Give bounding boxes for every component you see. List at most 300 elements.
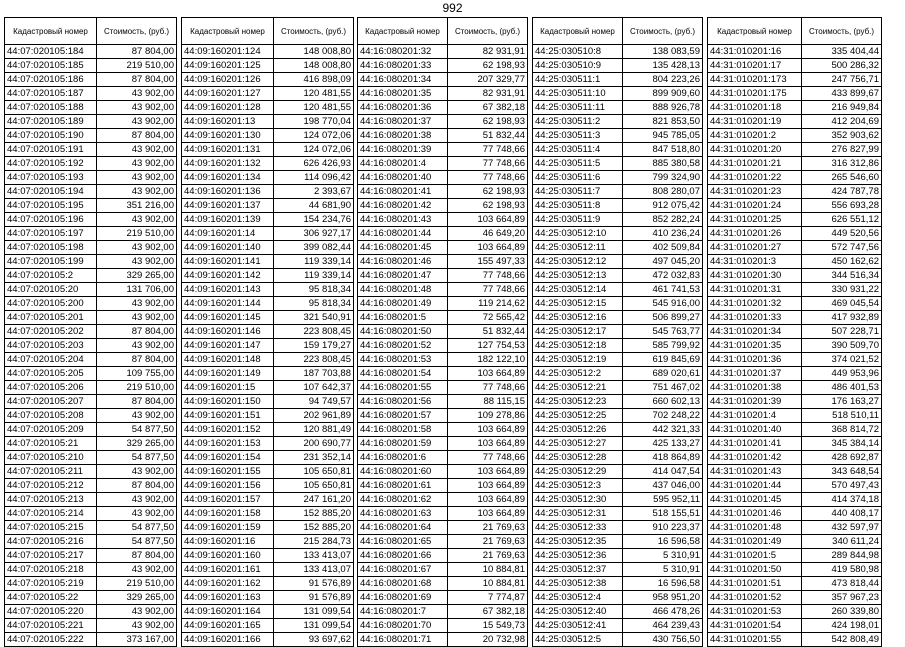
cadastral-number-cell: 44:25:030512:27 (533, 437, 623, 451)
cadastral-number-cell: 44:09:160201:136 (182, 185, 274, 199)
table-row (708, 101, 882, 115)
cadastral-number-cell: 44:31:010201:33 (708, 311, 802, 325)
table-row (5, 171, 177, 185)
cost-cell: 500 286,32 (802, 59, 882, 73)
table-row (5, 493, 177, 507)
table-row (533, 59, 703, 73)
cost-cell: 148 008,80 (274, 59, 354, 73)
cost-cell: 215 284,73 (274, 535, 354, 549)
cost-table-2 (181, 17, 354, 647)
cost-cell: 464 239,43 (623, 619, 703, 633)
cadastral-number-cell: 44:25:030512:17 (533, 325, 623, 339)
table-row (708, 325, 882, 339)
table-row (182, 269, 354, 283)
cadastral-number-cell: 44:31:010201:41 (708, 437, 802, 451)
table-row (533, 577, 703, 591)
table-row (5, 241, 177, 255)
cadastral-number-cell: 44:25:030512:29 (533, 465, 623, 479)
table-row (5, 115, 177, 129)
cost-cell: 87 804,00 (97, 129, 177, 143)
cost-cell: 518 155,51 (623, 507, 703, 521)
cadastral-number-cell: 44:16:080201:52 (358, 339, 448, 353)
table-row (5, 479, 177, 493)
cost-cell: 103 664,89 (448, 493, 528, 507)
cadastral-number-cell: 44:09:160201:125 (182, 59, 274, 73)
cost-cell: 433 899,67 (802, 87, 882, 101)
table-row (708, 115, 882, 129)
table-row (358, 367, 528, 381)
cadastral-number-cell: 44:07:020105:192 (5, 157, 97, 171)
table-row (182, 227, 354, 241)
table-row (533, 101, 703, 115)
table-row (358, 591, 528, 605)
cost-cell: 847 518,80 (623, 143, 703, 157)
cadastral-number-cell: 44:16:080201:4 (358, 157, 448, 171)
cost-cell: 87 804,00 (97, 395, 177, 409)
cadastral-number-cell: 44:09:160201:146 (182, 325, 274, 339)
table-row (708, 227, 882, 241)
cost-cell: 289 844,98 (802, 549, 882, 563)
table-row (533, 591, 703, 605)
table-row (358, 563, 528, 577)
cost-cell: 87 804,00 (97, 73, 177, 87)
cadastral-number-cell: 44:07:020105:185 (5, 59, 97, 73)
cost-cell: 43 902,00 (97, 465, 177, 479)
table-row (533, 213, 703, 227)
header-cost: Стоимость, (руб.) (448, 18, 528, 45)
table-row (358, 87, 528, 101)
cost-cell: 2 393,67 (274, 185, 354, 199)
cadastral-number-cell: 44:25:030512:14 (533, 283, 623, 297)
cost-cell: 689 020,61 (623, 367, 703, 381)
cadastral-number-cell: 44:25:030510:8 (533, 45, 623, 59)
cadastral-number-cell: 44:16:080201:50 (358, 325, 448, 339)
cadastral-number-cell: 44:07:020105:211 (5, 465, 97, 479)
table-row (708, 311, 882, 325)
cost-cell: 424 787,78 (802, 185, 882, 199)
table-row (5, 353, 177, 367)
cost-cell: 87 804,00 (97, 325, 177, 339)
table-row (358, 241, 528, 255)
table-row (708, 199, 882, 213)
table-row (533, 115, 703, 129)
table-row (182, 87, 354, 101)
cadastral-number-cell: 44:31:010201:35 (708, 339, 802, 353)
cadastral-number-cell: 44:16:080201:53 (358, 353, 448, 367)
cadastral-number-cell: 44:16:080201:41 (358, 185, 448, 199)
cost-cell: 247 161,20 (274, 493, 354, 507)
table-row (5, 325, 177, 339)
cost-cell: 486 401,53 (802, 381, 882, 395)
table-row (708, 59, 882, 73)
cadastral-number-cell: 44:16:080201:33 (358, 59, 448, 73)
table-row (358, 381, 528, 395)
cadastral-number-cell: 44:25:030511:7 (533, 185, 623, 199)
cost-cell: 120 481,55 (274, 101, 354, 115)
cost-cell: 43 902,00 (97, 157, 177, 171)
cadastral-number-cell: 44:07:020105:197 (5, 227, 97, 241)
cadastral-number-cell: 44:31:010201:20 (708, 143, 802, 157)
cadastral-number-cell: 44:07:020105:20 (5, 283, 97, 297)
table-row (182, 101, 354, 115)
cost-cell: 103 664,89 (448, 213, 528, 227)
cadastral-number-cell: 44:09:160201:140 (182, 241, 274, 255)
table-row (708, 451, 882, 465)
cadastral-number-cell: 44:09:160201:139 (182, 213, 274, 227)
cadastral-number-cell: 44:16:080201:61 (358, 479, 448, 493)
cadastral-number-cell: 44:07:020105:213 (5, 493, 97, 507)
cadastral-number-cell: 44:31:010201:39 (708, 395, 802, 409)
cost-cell: 54 877,50 (97, 535, 177, 549)
cadastral-number-cell: 44:31:010201:43 (708, 465, 802, 479)
table-row (5, 213, 177, 227)
cost-cell: 54 877,50 (97, 451, 177, 465)
cadastral-number-cell: 44:31:010201:26 (708, 227, 802, 241)
cost-cell: 103 664,89 (448, 465, 528, 479)
table-row (708, 605, 882, 619)
cost-cell: 43 902,00 (97, 507, 177, 521)
cadastral-number-cell: 44:09:160201:126 (182, 73, 274, 87)
cost-cell: 133 413,07 (274, 549, 354, 563)
cadastral-number-cell: 44:16:080201:6 (358, 451, 448, 465)
cost-cell: 414 374,18 (802, 493, 882, 507)
cost-cell: 660 602,13 (623, 395, 703, 409)
cadastral-number-cell: 44:25:030512:37 (533, 563, 623, 577)
table-row (708, 465, 882, 479)
cost-cell: 329 265,00 (97, 437, 177, 451)
cadastral-number-cell: 44:07:020105:189 (5, 115, 97, 129)
cost-cell: 109 278,86 (448, 409, 528, 423)
cost-cell: 265 546,60 (802, 171, 882, 185)
cost-cell: 223 808,45 (274, 325, 354, 339)
table-row (708, 381, 882, 395)
table-row (5, 59, 177, 73)
cost-cell: 87 804,00 (97, 45, 177, 59)
cost-cell: 103 664,89 (448, 437, 528, 451)
cadastral-number-cell: 44:16:080201:69 (358, 591, 448, 605)
cost-cell: 62 198,93 (448, 59, 528, 73)
table-row (358, 269, 528, 283)
cost-cell: 506 899,27 (623, 311, 703, 325)
cost-cell: 410 236,24 (623, 227, 703, 241)
cadastral-number-cell: 44:16:080201:45 (358, 241, 448, 255)
table-row (182, 339, 354, 353)
table-row (708, 549, 882, 563)
cost-cell: 77 748,66 (448, 143, 528, 157)
cost-cell: 5 310,91 (623, 563, 703, 577)
cost-cell: 414 047,54 (623, 465, 703, 479)
cost-cell: 440 408,17 (802, 507, 882, 521)
cost-cell: 5 310,91 (623, 549, 703, 563)
table-row (708, 143, 882, 157)
cost-cell: 77 748,66 (448, 157, 528, 171)
table-row (708, 283, 882, 297)
table-row (182, 479, 354, 493)
cadastral-number-cell: 44:16:080201:71 (358, 633, 448, 647)
table-row (533, 367, 703, 381)
cadastral-number-cell: 44:09:160201:159 (182, 521, 274, 535)
cadastral-number-cell: 44:31:010201:45 (708, 493, 802, 507)
cost-cell: 329 265,00 (97, 591, 177, 605)
cost-cell: 542 808,49 (802, 633, 882, 647)
cost-cell: 109 755,00 (97, 367, 177, 381)
cost-cell: 77 748,66 (448, 283, 528, 297)
table-row (533, 479, 703, 493)
cost-cell: 402 509,84 (623, 241, 703, 255)
cost-cell: 15 549,73 (448, 619, 528, 633)
cadastral-number-cell: 44:25:030512:31 (533, 507, 623, 521)
cost-cell: 368 814,72 (802, 423, 882, 437)
cost-cell: 198 770,04 (274, 115, 354, 129)
cadastral-number-cell: 44:16:080201:47 (358, 269, 448, 283)
cost-cell: 352 903,62 (802, 129, 882, 143)
cadastral-number-cell: 44:31:010201:32 (708, 297, 802, 311)
cadastral-number-cell: 44:09:160201:166 (182, 633, 274, 647)
cadastral-number-cell: 44:25:030511:8 (533, 199, 623, 213)
table-row (533, 227, 703, 241)
table-row (5, 577, 177, 591)
cadastral-number-cell: 44:16:080201:62 (358, 493, 448, 507)
cadastral-number-cell: 44:25:030512:25 (533, 409, 623, 423)
table-row (533, 605, 703, 619)
cadastral-number-cell: 44:09:160201:130 (182, 129, 274, 143)
header-cost: Стоимость, (руб.) (802, 18, 882, 45)
cadastral-number-cell: 44:07:020105:216 (5, 535, 97, 549)
cost-cell: 585 799,92 (623, 339, 703, 353)
cost-cell: 152 885,20 (274, 521, 354, 535)
cost-cell: 912 075,42 (623, 199, 703, 213)
cadastral-number-cell: 44:16:080201:56 (358, 395, 448, 409)
table-row (5, 339, 177, 353)
table-row (182, 73, 354, 87)
cost-cell: 43 902,00 (97, 185, 177, 199)
cost-cell: 619 845,69 (623, 353, 703, 367)
table-row (533, 465, 703, 479)
table-row (358, 129, 528, 143)
cost-cell: 351 216,00 (97, 199, 177, 213)
table-row (533, 437, 703, 451)
cadastral-number-cell: 44:31:010201:4 (708, 409, 802, 423)
cost-cell: 329 265,00 (97, 269, 177, 283)
cost-cell: 87 804,00 (97, 353, 177, 367)
table-row (358, 199, 528, 213)
cadastral-number-cell: 44:07:020105:214 (5, 507, 97, 521)
cost-cell: 103 664,89 (448, 423, 528, 437)
cadastral-number-cell: 44:25:030512:33 (533, 521, 623, 535)
cost-cell: 119 339,14 (274, 255, 354, 269)
cost-cell: 124 072,06 (274, 129, 354, 143)
cadastral-number-cell: 44:31:010201:21 (708, 157, 802, 171)
cost-cell: 131 099,54 (274, 605, 354, 619)
cadastral-number-cell: 44:07:020105:208 (5, 409, 97, 423)
cost-cell: 219 510,00 (97, 381, 177, 395)
cost-cell: 399 082,44 (274, 241, 354, 255)
table-row (182, 521, 354, 535)
cadastral-number-cell: 44:07:020105:22 (5, 591, 97, 605)
cost-cell: 103 664,89 (448, 241, 528, 255)
table-row (182, 367, 354, 381)
cadastral-number-cell: 44:31:010201:175 (708, 87, 802, 101)
cadastral-number-cell: 44:09:160201:14 (182, 227, 274, 241)
table-row (5, 129, 177, 143)
cadastral-number-cell: 44:25:030512:10 (533, 227, 623, 241)
cost-cell: 437 046,00 (623, 479, 703, 493)
cadastral-number-cell: 44:25:030512:40 (533, 605, 623, 619)
header-cadastral-number: Кадастровый номер (182, 18, 274, 45)
cost-cell: 507 228,71 (802, 325, 882, 339)
cadastral-number-cell: 44:31:010201:53 (708, 605, 802, 619)
table-row (358, 409, 528, 423)
table-row (358, 227, 528, 241)
cost-cell: 424 198,01 (802, 619, 882, 633)
cost-cell: 316 312,86 (802, 157, 882, 171)
cost-cell: 572 747,56 (802, 241, 882, 255)
table-row (708, 73, 882, 87)
cost-cell: 888 926,78 (623, 101, 703, 115)
cadastral-number-cell: 44:07:020105:209 (5, 423, 97, 437)
cost-cell: 450 162,62 (802, 255, 882, 269)
cadastral-number-cell: 44:07:020105:194 (5, 185, 97, 199)
cadastral-number-cell: 44:09:160201:163 (182, 591, 274, 605)
cadastral-number-cell: 44:25:030512:26 (533, 423, 623, 437)
cadastral-number-cell: 44:16:080201:64 (358, 521, 448, 535)
cadastral-number-cell: 44:31:010201:50 (708, 563, 802, 577)
cadastral-number-cell: 44:09:160201:156 (182, 479, 274, 493)
cost-cell: 43 902,00 (97, 241, 177, 255)
cadastral-number-cell: 44:31:010201:46 (708, 507, 802, 521)
cost-table-3 (357, 17, 528, 647)
cadastral-number-cell: 44:07:020105:204 (5, 353, 97, 367)
cost-cell: 103 664,89 (448, 479, 528, 493)
cost-cell: 152 885,20 (274, 507, 354, 521)
table-row (5, 157, 177, 171)
cost-cell: 77 748,66 (448, 451, 528, 465)
table-row (358, 115, 528, 129)
cadastral-number-cell: 44:25:030512:4 (533, 591, 623, 605)
cost-cell: 43 902,00 (97, 311, 177, 325)
cost-cell: 469 045,54 (802, 297, 882, 311)
cadastral-number-cell: 44:09:160201:151 (182, 409, 274, 423)
table-row (708, 185, 882, 199)
cost-table-1 (4, 17, 177, 647)
table-row (708, 297, 882, 311)
cost-cell: 10 884,81 (448, 577, 528, 591)
cadastral-number-cell: 44:09:160201:128 (182, 101, 274, 115)
cost-cell: 72 565,42 (448, 311, 528, 325)
cadastral-number-cell: 44:09:160201:132 (182, 157, 274, 171)
cost-cell: 466 478,26 (623, 605, 703, 619)
cost-cell: 103 664,89 (448, 507, 528, 521)
cost-cell: 94 749,57 (274, 395, 354, 409)
table-row (5, 269, 177, 283)
table-row (533, 143, 703, 157)
table-row (533, 129, 703, 143)
cost-cell: 449 520,56 (802, 227, 882, 241)
table-row (182, 115, 354, 129)
table-row (708, 577, 882, 591)
table-row (358, 437, 528, 451)
cost-cell: 595 952,11 (623, 493, 703, 507)
cadastral-number-cell: 44:25:030512:13 (533, 269, 623, 283)
cadastral-number-cell: 44:16:080201:42 (358, 199, 448, 213)
cost-cell: 131 099,54 (274, 619, 354, 633)
table-row (708, 87, 882, 101)
table-row (533, 381, 703, 395)
cost-cell: 430 756,50 (623, 633, 703, 647)
table-row (5, 87, 177, 101)
cadastral-number-cell: 44:25:030511:2 (533, 115, 623, 129)
table-row (5, 591, 177, 605)
table-row (5, 283, 177, 297)
table-row (5, 199, 177, 213)
table-row (358, 311, 528, 325)
cadastral-number-cell: 44:09:160201:165 (182, 619, 274, 633)
cadastral-number-cell: 44:07:020105:203 (5, 339, 97, 353)
cost-cell: 43 902,00 (97, 409, 177, 423)
cost-cell: 103 664,89 (448, 367, 528, 381)
cadastral-number-cell: 44:31:010201:55 (708, 633, 802, 647)
table-row (182, 255, 354, 269)
cadastral-number-cell: 44:25:030512:12 (533, 255, 623, 269)
cost-cell: 87 804,00 (97, 479, 177, 493)
cadastral-number-cell: 44:25:030511:11 (533, 101, 623, 115)
cost-cell: 231 352,14 (274, 451, 354, 465)
cadastral-number-cell: 44:07:020105:217 (5, 549, 97, 563)
cost-cell: 885 380,58 (623, 157, 703, 171)
cadastral-number-cell: 44:09:160201:153 (182, 437, 274, 451)
cadastral-number-cell: 44:16:080201:58 (358, 423, 448, 437)
table-row (533, 157, 703, 171)
cadastral-number-cell: 44:16:080201:7 (358, 605, 448, 619)
cadastral-number-cell: 44:07:020105:222 (5, 633, 97, 647)
cost-cell: 82 931,91 (448, 45, 528, 59)
header-cost: Стоимость, (руб.) (623, 18, 703, 45)
cost-cell: 43 902,00 (97, 213, 177, 227)
table-row (533, 521, 703, 535)
table-row (5, 423, 177, 437)
cadastral-number-cell: 44:09:160201:152 (182, 423, 274, 437)
cadastral-number-cell: 44:25:030512:18 (533, 339, 623, 353)
cost-cell: 412 204,69 (802, 115, 882, 129)
cadastral-number-cell: 44:31:010201:48 (708, 521, 802, 535)
table-row (5, 619, 177, 633)
cost-cell: 449 953,96 (802, 367, 882, 381)
cadastral-number-cell: 44:31:010201:5 (708, 549, 802, 563)
table-row (533, 297, 703, 311)
cadastral-number-cell: 44:16:080201:70 (358, 619, 448, 633)
cadastral-number-cell: 44:16:080201:48 (358, 283, 448, 297)
cadastral-number-cell: 44:31:010201:19 (708, 115, 802, 129)
table-row (5, 227, 177, 241)
table-row (533, 395, 703, 409)
cost-cell: 62 198,93 (448, 185, 528, 199)
table-row (358, 493, 528, 507)
cadastral-number-cell: 44:25:030512:36 (533, 549, 623, 563)
table-row (182, 423, 354, 437)
cadastral-number-cell: 44:09:160201:161 (182, 563, 274, 577)
table-row (708, 619, 882, 633)
table-row (5, 605, 177, 619)
cadastral-number-cell: 44:25:030512:35 (533, 535, 623, 549)
cadastral-number-cell: 44:31:010201:23 (708, 185, 802, 199)
cadastral-number-cell: 44:16:080201:43 (358, 213, 448, 227)
table-row (358, 507, 528, 521)
cost-cell: 44 681,90 (274, 199, 354, 213)
table-row (182, 549, 354, 563)
table-row (533, 283, 703, 297)
table-row (182, 381, 354, 395)
table-row (533, 507, 703, 521)
